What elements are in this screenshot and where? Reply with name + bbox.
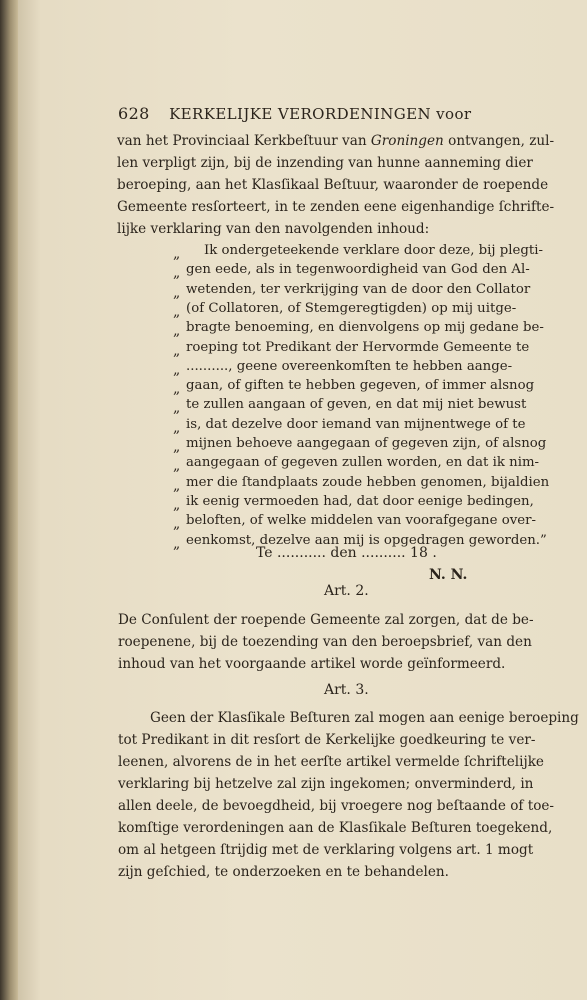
intro-line-4: Gemeente resſorteert, in te zenden eene eigenhandige ſchrifte-	[117, 199, 555, 215]
quote-mark: „	[173, 323, 181, 340]
declaration-line: mer die ſtandplaats zoude hebben genomen, bijaldien	[186, 474, 550, 490]
declaration-line: roeping tot Predikant der Hervormde Gemeente te	[186, 339, 530, 355]
art3-line-7: om al hetgeen ſtrijdig met de verklaring volgens art. 1 mogt	[118, 842, 534, 858]
quote-mark: „	[173, 535, 181, 552]
art3-line-6: komſtige verordeningen aan de Klasſikale Beſturen toegekend,	[118, 820, 553, 836]
art2-line-2: roepenene, bij de toezending van den beroepsbrief, van den	[118, 634, 532, 650]
quote-mark: „	[173, 439, 181, 455]
quote-mark: „	[173, 458, 181, 475]
art2-line-3: inhoud van het voorgaande artikel worde geïnformeerd.	[118, 656, 506, 672]
art3-line-5: allen deele, de bevoegdheid, bij vroegere nog beſtaande of toe-	[118, 798, 555, 814]
art2-heading: Art. 2.	[324, 583, 369, 599]
quote-mark: „	[173, 265, 181, 282]
quote-mark: „	[173, 381, 181, 398]
signature: N. N.	[429, 567, 468, 583]
quote-mark: „	[173, 516, 181, 533]
declaration-line: bragte benoeming, en dienvolgens op mij gedane be-	[186, 320, 544, 336]
quote-mark: „	[173, 400, 181, 417]
declaration-line: mijnen behoeve aangegaan of gegeven zijn, of alsnog	[186, 436, 547, 451]
art3-line-2: tot Predikant in dit resſort de Kerkelijke goedkeuring te ver-	[118, 732, 536, 748]
book-spine	[0, 0, 18, 1000]
art3-line-1: Geen der Klasſikale Beſturen zal mogen aan eenige beroeping	[150, 710, 579, 726]
intro-line-1	[117, 133, 554, 149]
declaration-line: .........., geene overeenkomſten te hebben aange-	[186, 358, 513, 374]
declaration-line: eenkomst, dezelve aan mij is opgedragen geworden.”	[186, 532, 547, 548]
quote-mark: „	[173, 342, 181, 359]
quote-mark: „	[173, 419, 181, 436]
art2-line-1: De Conſulent der roepende Gemeente zal zorgen, dat de be-	[118, 612, 534, 628]
intro-text: ontvangen, zul-	[443, 133, 555, 149]
art3-line-3: leenen, alvorens de in het eerſte artikel vermelde ſchriftelijke	[118, 754, 544, 770]
quote-mark: „	[173, 496, 181, 513]
declaration-line: te zullen aangaan of geven, en dat mij niet bewust	[186, 397, 527, 413]
declaration-line: (of Collatoren, of Stemgeregtigden) op mij uitge-	[186, 300, 517, 316]
declaration-line: aangegaan of gegeven zullen worden, en dat ik nim-	[186, 455, 540, 471]
quote-mark: „	[173, 477, 181, 494]
page-number: 628	[118, 104, 150, 123]
date-line: Te ........... den .......... 18 .	[256, 545, 437, 561]
running-header	[118, 104, 471, 123]
declaration-line: gaan, of giften te hebben gegeven, of immer alsnog	[186, 378, 535, 394]
declaration-line: Ik ondergeteekende verklare door deze, bij plegti-	[204, 243, 543, 258]
book-page	[18, 0, 587, 1000]
declaration-line: wetenden, ter verkrijging van de door den Collator	[186, 281, 531, 297]
intro-text: van het Provinciaal Kerkbeſtuur van	[117, 133, 371, 149]
intro-line-5: lijke verklaring van den navolgenden inhoud:	[117, 221, 430, 237]
quote-mark: „	[173, 284, 181, 301]
quote-mark: „	[173, 303, 181, 320]
declaration-line: is, dat dezelve door iemand van mijnentwege of te	[186, 416, 526, 432]
quote-mark: „	[173, 361, 181, 378]
intro-city: Groningen	[370, 133, 444, 149]
intro-line-2: len verpligt zijn, bij de inzending van hunne aanneming dier	[117, 155, 533, 171]
declaration-line: gen eede, als in tegenwoordigheid van God den Al-	[186, 262, 530, 278]
quote-mark: „	[173, 246, 181, 262]
art3-line-8: zijn geſchied, te onderzoeken en te behandelen.	[118, 864, 449, 880]
declaration-line: beloften, of welke middelen van voorafgegane over-	[186, 513, 536, 529]
art3-heading: Art. 3.	[324, 682, 369, 698]
intro-line-3: beroeping, aan het Klasſikaal Beſtuur, waaronder de roepende	[117, 177, 549, 193]
declaration-line: ik eenig vermoeden had, dat door eenige bedingen,	[186, 493, 534, 509]
running-title: KERKELIJKE VERORDENINGEN voor	[169, 105, 472, 123]
art3-line-4: verklaring bij hetzelve zal zijn ingekomen; onverminderd, in	[118, 776, 534, 792]
